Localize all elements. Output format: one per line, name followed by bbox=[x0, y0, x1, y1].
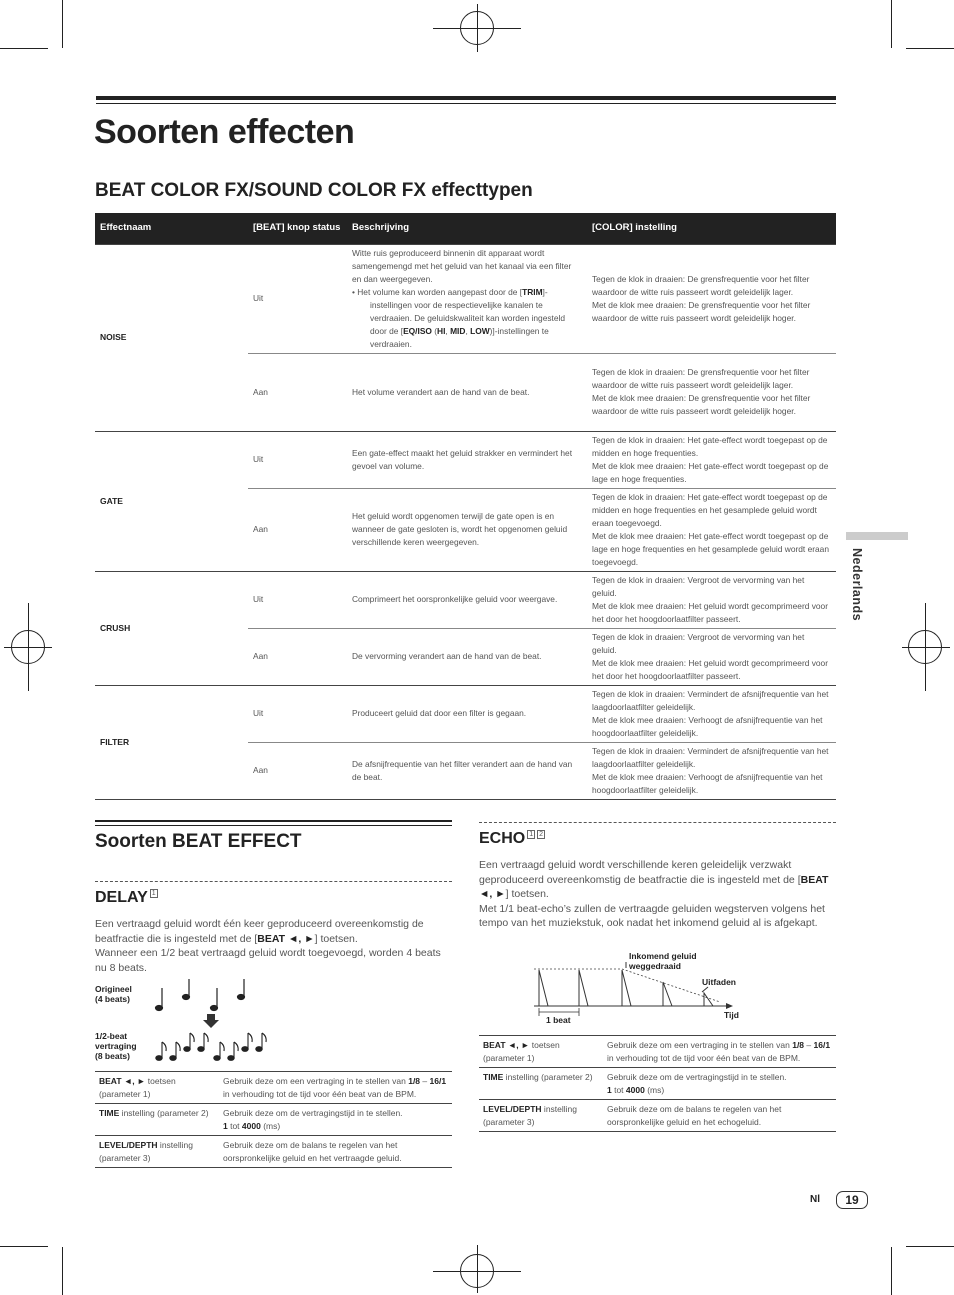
text: Gebruik deze om een vertraging in te stellen van bbox=[223, 1076, 409, 1086]
text: ] toetsen. bbox=[505, 888, 549, 900]
param-value: Gebruik deze om de balans te regelen van het oorspronkelijke geluid en het echogeluid. bbox=[603, 1100, 836, 1132]
text: weggedraaid bbox=[629, 961, 681, 971]
table-row bbox=[95, 431, 836, 488]
color-setting: Tegen de klok in draaien: Vermindert de afsnijfrequentie van het laagdoorlaatfilter geleidelijk. Met de klok mee draaien: Verhoogt de afsnijfrequentie van het hoogdoorlaatfilter geleidelijk. bbox=[587, 685, 836, 742]
text: Een vertraagd geluid wordt verschillende keren geleidelijk verzwakt geproduceerd overeenkomstig de beatfractie die is ingesteld met de [ bbox=[479, 859, 801, 886]
fx-table bbox=[95, 213, 836, 800]
text: – bbox=[804, 1040, 814, 1050]
text-bold: LEVEL/DEPTH bbox=[99, 1140, 158, 1150]
effect-name: CRUSH bbox=[95, 571, 248, 685]
color-setting: Tegen de klok in draaien: Vergroot de vervorming van het geluid. Met de klok mee draaien: Het geluid wordt gecomprimeerd voor het door het hoogdoorlaatfilter passeert. bbox=[587, 571, 836, 628]
beat-status: Uit bbox=[248, 431, 347, 488]
beat-status: Aan bbox=[248, 353, 347, 431]
table-row bbox=[95, 1104, 452, 1136]
eighth-note-icon bbox=[228, 1042, 238, 1060]
crop-mark bbox=[925, 603, 926, 691]
text: toetsen (parameter 1) bbox=[483, 1040, 560, 1063]
text-bold: TIME bbox=[483, 1072, 504, 1082]
text: instelling (parameter 3) bbox=[99, 1140, 193, 1163]
description: Een gate-effect maakt het geluid strakker en vermindert het gevoel van volume. bbox=[347, 431, 587, 488]
crop-mark bbox=[902, 647, 950, 648]
title-rule-thin bbox=[96, 103, 836, 104]
echo-pulse bbox=[539, 970, 548, 1006]
echo-title-text: ECHO bbox=[479, 830, 526, 847]
text: ( bbox=[431, 325, 438, 336]
text: – bbox=[420, 1076, 430, 1086]
text: Origineel bbox=[95, 984, 132, 994]
effect-name: FILTER bbox=[95, 685, 248, 799]
text: vertraging bbox=[95, 1041, 137, 1051]
text-bold: BEAT ◄, ► bbox=[257, 932, 315, 945]
header-cell: Effectnaam bbox=[95, 213, 248, 244]
echo-description bbox=[479, 858, 836, 931]
table-header bbox=[95, 213, 836, 244]
beat-status: Aan bbox=[248, 628, 347, 685]
color-setting: Tegen de klok in draaien: Het gate-effect wordt toegepast op de midden en hoge frequenties. Met de klok mee draaien: Het gate-effect wordt toegepast op de lage en hoge frequenties. bbox=[587, 431, 836, 488]
text: 1/2-beat bbox=[95, 1031, 128, 1041]
title-rule bbox=[96, 96, 836, 100]
text-bold: BEAT ◄, ► bbox=[99, 1076, 146, 1086]
bullet-item bbox=[352, 286, 582, 351]
param-key bbox=[95, 1136, 219, 1168]
crop-mark bbox=[0, 48, 48, 49]
param-key bbox=[95, 1104, 219, 1136]
echo-pulse bbox=[704, 993, 713, 1006]
header-cell: [COLOR] instelling bbox=[587, 213, 836, 244]
param-key bbox=[479, 1068, 603, 1100]
table-row bbox=[95, 1136, 452, 1168]
text: , bbox=[465, 325, 471, 336]
quarter-note-icon bbox=[238, 979, 245, 1000]
table-row bbox=[95, 685, 836, 742]
fade-line bbox=[622, 969, 720, 1002]
table-row bbox=[95, 571, 836, 628]
text-bold: 1 bbox=[607, 1084, 612, 1095]
text: toetsen (parameter 1) bbox=[99, 1076, 176, 1099]
description: De vervorming verandert aan de hand van de beat. bbox=[347, 628, 587, 685]
description: Het geluid wordt opgenomen terwijl de gate open is en wanneer de gate gesloten is, wordt het opgenomen geluid verschillende keren weergegeven. bbox=[347, 488, 587, 571]
text: (ms) bbox=[260, 1120, 281, 1131]
color-setting: Tegen de klok in draaien: Vergroot de vervorming van het geluid. Met de klok mee draaien: Het geluid wordt gecomprimeerd voor het door het hoogdoorlaatfilter passeert. bbox=[587, 628, 836, 685]
echo-param-table bbox=[479, 1035, 836, 1132]
text: Gebruik deze om de vertragingstijd in te stellen. bbox=[607, 1072, 787, 1082]
color-setting: Tegen de klok in draaien: De grensfrequentie voor het filter waardoor de witte ruis passeert wordt geleidelijk lager. Met de klok mee draaien: De grensfrequentie voor het filter waardoor de witte ruis passeert wordt geleidelijk hoger. bbox=[587, 353, 836, 431]
header-cell: [BEAT] knop status bbox=[248, 213, 347, 244]
quarter-note-icon bbox=[156, 988, 163, 1011]
text-bold: TRIM bbox=[522, 286, 543, 297]
description: Comprimeert het oorspronkelijke geluid voor weergave. bbox=[347, 571, 587, 628]
table-row bbox=[479, 1068, 836, 1100]
text-bold: EQ/ISO bbox=[403, 325, 432, 336]
text: in verhouding tot de tijd voor één beat van de BPM. bbox=[607, 1052, 801, 1063]
side-tab-bar bbox=[846, 532, 908, 540]
language-code: Nl bbox=[810, 1194, 820, 1205]
crop-mark bbox=[28, 603, 29, 691]
eighth-note-icon bbox=[214, 1042, 224, 1060]
table-row bbox=[95, 244, 836, 353]
crop-mark bbox=[433, 28, 521, 29]
text: Wanneer een 1/2 beat vertraagd geluid wordt toegevoegd, worden 4 beats nu 8 beats. bbox=[95, 947, 441, 974]
echo-pulses bbox=[539, 970, 713, 1006]
table-row bbox=[95, 1072, 452, 1104]
eighth-note-icon bbox=[256, 1033, 266, 1051]
time-label: Tijd bbox=[724, 1010, 739, 1020]
text-bold: MID bbox=[450, 325, 466, 336]
eighth-note-icon bbox=[198, 1033, 208, 1051]
beat-status: Uit bbox=[248, 685, 347, 742]
crop-mark bbox=[433, 1271, 521, 1272]
beat-status: Aan bbox=[248, 488, 347, 571]
effect-name: NOISE bbox=[95, 244, 248, 431]
beat-status: Uit bbox=[248, 244, 347, 353]
text: , bbox=[445, 325, 451, 336]
description bbox=[347, 244, 587, 353]
beat-effect-title: Soorten BEAT EFFECT bbox=[95, 831, 302, 852]
fade-pointer bbox=[702, 987, 708, 992]
text: in verhouding tot de tijd voor één beat van de BPM. bbox=[223, 1088, 417, 1099]
text-bold: 16/1 bbox=[429, 1076, 447, 1086]
param-value bbox=[603, 1036, 836, 1068]
text-bold: 4000 bbox=[241, 1120, 261, 1131]
eighth-note-icon bbox=[156, 1042, 166, 1060]
original-label bbox=[95, 984, 132, 1004]
side-tab bbox=[850, 548, 864, 628]
quarter-note-icon bbox=[183, 979, 190, 1000]
section-rule-thin bbox=[95, 825, 452, 826]
delay-diagram bbox=[150, 978, 280, 1063]
text: (ms) bbox=[644, 1084, 665, 1095]
table-row bbox=[479, 1100, 836, 1132]
footnote-ref: 1 bbox=[529, 831, 534, 838]
footnote-ref: 1 bbox=[151, 890, 156, 897]
section-title: BEAT COLOR FX/SOUND COLOR FX effecttypen bbox=[95, 180, 533, 201]
description: De afsnijfrequentie van het filter verandert aan de hand van de beat. bbox=[347, 742, 587, 799]
text: Met 1/1 beat-echo’s zullen de vertraagde geluiden wegsterven volgens het tempo van het muziekstuk, ook nadat het inkomend geluid al is afgekapt. bbox=[479, 902, 825, 929]
param-value bbox=[219, 1104, 452, 1136]
page-number: 19 bbox=[836, 1191, 868, 1209]
text-bold: 4000 bbox=[625, 1084, 645, 1095]
beat-status: Uit bbox=[248, 571, 347, 628]
crop-mark bbox=[906, 48, 954, 49]
text: (8 beats) bbox=[95, 1051, 130, 1061]
delay-description bbox=[95, 917, 450, 975]
dashed-rule bbox=[479, 822, 836, 823]
param-value bbox=[603, 1068, 836, 1100]
delay-title bbox=[95, 889, 158, 907]
eighth-note-icon bbox=[184, 1033, 194, 1051]
echo-title bbox=[479, 830, 545, 848]
text: • Het volume kan worden aangepast door de [ bbox=[352, 286, 523, 297]
dashed-rule bbox=[95, 881, 452, 882]
text-bold: BEAT ◄, ► bbox=[479, 873, 829, 900]
crop-mark bbox=[891, 1247, 892, 1295]
text-bold: TIME bbox=[99, 1108, 120, 1118]
crop-mark bbox=[0, 1246, 48, 1247]
text-bold: LOW bbox=[470, 325, 490, 336]
text: Een vertraagd geluid wordt één keer geproduceerd overeenkomstig de beatfractie die is ingesteld met de [ bbox=[95, 918, 424, 945]
text: ]-instellingen voor de respectievelijke kanalen te verdraaien. De geluidskwaliteit kan worden ingesteld door de [ bbox=[370, 286, 566, 336]
text-bold: 16/1 bbox=[813, 1040, 831, 1050]
text: Gebruik deze om de vertragingstijd in te stellen. bbox=[223, 1108, 403, 1118]
text: Inkomend geluid bbox=[629, 951, 697, 961]
delay-param-table bbox=[95, 1071, 452, 1168]
text: )]-instellingen te verdraaien. bbox=[370, 325, 549, 349]
text: instelling (parameter 2) bbox=[119, 1108, 209, 1118]
table-row bbox=[479, 1036, 836, 1068]
text: Gebruik deze om een vertraging in te stellen van bbox=[607, 1040, 793, 1050]
param-key bbox=[479, 1100, 603, 1132]
quarter-note-icon bbox=[211, 988, 218, 1011]
fade-label: Uitfaden bbox=[702, 977, 736, 987]
crop-mark bbox=[62, 0, 63, 48]
description: Het volume verandert aan de hand van de beat. bbox=[347, 353, 587, 431]
color-setting: Tegen de klok in draaien: Vermindert de afsnijfrequentie van het laagdoorlaatfilter geleidelijk. Met de klok mee draaien: Verhoogt de afsnijfrequentie van het hoogdoorlaatfilter geleidelijk. bbox=[587, 742, 836, 799]
delay-title-text: DELAY bbox=[95, 889, 148, 906]
beat-label: 1 beat bbox=[546, 1015, 571, 1025]
text: ] toetsen. bbox=[314, 932, 358, 945]
text-bold: 1/8 bbox=[408, 1076, 421, 1086]
text: instelling (parameter 3) bbox=[483, 1104, 577, 1127]
text: tot bbox=[227, 1120, 242, 1131]
beat-status: Aan bbox=[248, 742, 347, 799]
color-setting: Tegen de klok in draaien: De grensfrequentie voor het filter waardoor de witte ruis passeert wordt geleidelijk lager. Met de klok mee draaien: De grensfrequentie voor het filter waardoor de witte ruis passeert wordt geleidelijk hoger. bbox=[587, 244, 836, 353]
text: instelling (parameter 2) bbox=[503, 1072, 593, 1082]
text: tot bbox=[611, 1084, 626, 1095]
param-key bbox=[479, 1036, 603, 1068]
crop-mark bbox=[891, 0, 892, 48]
echo-pulse bbox=[663, 982, 672, 1006]
crop-mark bbox=[62, 1247, 63, 1295]
param-key bbox=[95, 1072, 219, 1104]
echo-pulse bbox=[622, 970, 631, 1006]
section-rule bbox=[95, 820, 452, 822]
text-bold: HI bbox=[437, 325, 446, 336]
axis-arrow-icon bbox=[726, 1003, 733, 1009]
description: Produceert geluid dat door een filter is gegaan. bbox=[347, 685, 587, 742]
text-bold: BEAT ◄, ► bbox=[483, 1040, 530, 1050]
crop-mark bbox=[906, 1246, 954, 1247]
crop-mark bbox=[477, 1245, 478, 1293]
echo-pulse bbox=[579, 970, 588, 1006]
side-tab-label: Nederlands bbox=[850, 548, 864, 622]
text-bold: 1 bbox=[223, 1120, 228, 1131]
header-cell: Beschrijving bbox=[347, 213, 587, 244]
eighth-note-icon bbox=[242, 1033, 252, 1051]
eighth-note-icon bbox=[170, 1042, 180, 1060]
color-setting: Tegen de klok in draaien: Het gate-effect wordt toegepast op de midden en hoge frequenties en het gesamplede geluid wordt eraan toegevoegd. Met de klok mee draaien: Het gate-effect wordt toegepast op de lage en hoge frequenties en het gesamplede geluid wordt eraan toegevoegd. bbox=[587, 488, 836, 571]
footnote-ref: 2 bbox=[539, 831, 544, 838]
effect-name: GATE bbox=[95, 431, 248, 571]
page-title: Soorten effecten bbox=[94, 113, 355, 151]
text: (4 beats) bbox=[95, 994, 130, 1004]
text-bold: LEVEL/DEPTH bbox=[483, 1104, 542, 1114]
half-beat-label bbox=[95, 1031, 137, 1061]
down-arrow-icon bbox=[203, 1014, 219, 1028]
param-value: Gebruik deze om de balans te regelen van het oorspronkelijke geluid en het vertraagde geluid. bbox=[219, 1136, 452, 1168]
echo-diagram bbox=[530, 960, 750, 1020]
param-value bbox=[219, 1072, 452, 1104]
text-bold: 1/8 bbox=[792, 1040, 805, 1050]
description-text: Witte ruis geproduceerd binnenin dit apparaat wordt samengemengd met het geluid van het kanaal via een filter en dan weergegeven. bbox=[352, 247, 572, 284]
